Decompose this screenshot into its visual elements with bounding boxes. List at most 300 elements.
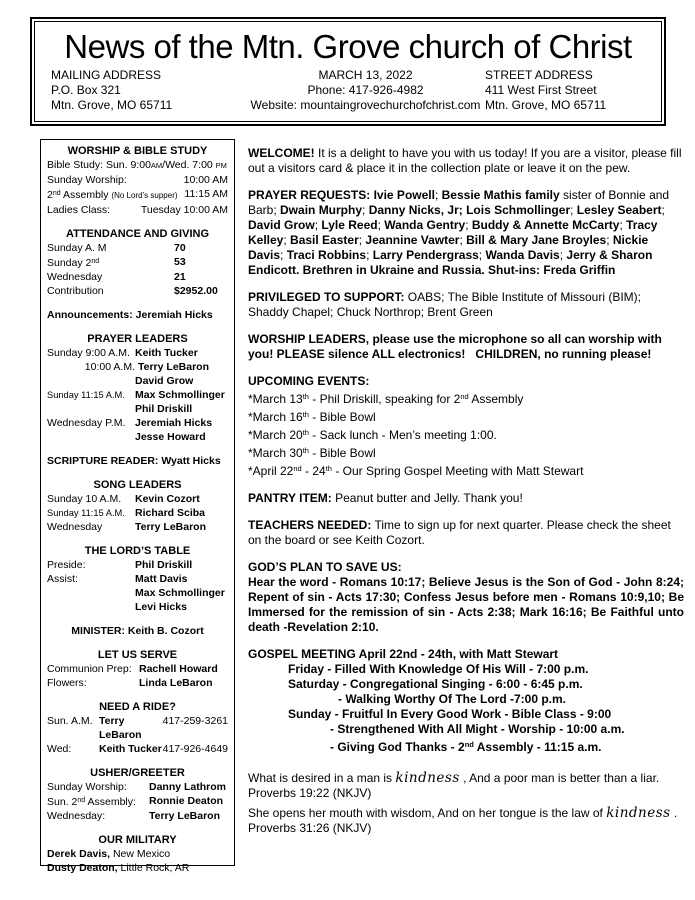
row-value <box>110 203 228 217</box>
text-segment: Lesley Seabert <box>576 203 662 217</box>
text-segment: Max Schmollinger <box>135 587 225 599</box>
text-segment: ; <box>377 218 385 232</box>
worship-bible-study-row <box>47 173 228 187</box>
text-segment: *March 16 <box>248 410 303 424</box>
block-prayer-requests <box>248 188 684 278</box>
row-label <box>47 558 135 572</box>
page-body <box>40 139 684 874</box>
our-military-heading: OUR MILITARY <box>98 834 177 846</box>
section-announcements <box>47 308 228 322</box>
text-segment: nd <box>91 258 100 265</box>
street-address-line1: 411 West First Street <box>485 83 597 97</box>
text-segment: Sunday Worship: <box>47 781 127 793</box>
announcements-row <box>47 308 228 322</box>
text-segment: Bill & Mary Jane Broyles <box>466 233 607 247</box>
text-segment: Announcements: Jeremiah Hicks <box>47 309 213 321</box>
need-a-ride-row <box>47 742 228 756</box>
text-segment: Sunday 11:15 A.M. <box>47 390 125 400</box>
text-segment: 70 <box>174 242 186 254</box>
text-segment: She opens her mouth with wisdom, And on her tongue is the law of <box>248 806 607 820</box>
row-value <box>174 270 228 284</box>
attendance-and-giving-heading: ATTENDANCE AND GIVING <box>66 228 209 240</box>
text-segment: Keith Tucker <box>99 743 162 755</box>
text-segment: Tracy Kelley <box>248 218 658 247</box>
street-address-line2: Mtn. Grove, MO 65711 <box>485 98 607 112</box>
website-url: Website: mountaingrovechurchofchrist.com <box>250 98 481 112</box>
upcoming-events-line <box>248 407 684 425</box>
section-lords-table <box>47 544 228 614</box>
text-segment: ; <box>358 233 366 247</box>
section-our-military <box>47 833 228 875</box>
row-label <box>47 794 149 809</box>
gospel-meeting-line <box>248 707 684 722</box>
text-segment: Dwain Murphy <box>280 203 363 217</box>
text-segment: sister of Bonnie and Barb; <box>248 188 670 217</box>
block-proverbs-31-26 <box>248 806 684 836</box>
row-value <box>139 662 228 676</box>
section-song-leaders <box>47 478 228 534</box>
let-us-serve-row <box>47 662 228 676</box>
text-segment: ; <box>434 188 442 202</box>
text-segment: OABS; The Bible Institute of Missouri (BIM); Shaddy Chapel; Chuck Northrop; Brent Green <box>248 290 641 319</box>
text-segment: ; <box>465 218 472 232</box>
row-label <box>47 173 127 187</box>
text-segment: Little Rock, AR <box>117 862 190 874</box>
text-segment: Derek Davis, <box>47 848 111 860</box>
block-gospel-meeting <box>248 647 684 755</box>
usher-greeter-row <box>47 794 228 809</box>
text-segment: ; <box>661 203 665 217</box>
text-segment: Jerry & Sharon Endicott. <box>248 248 653 277</box>
text-segment: th <box>325 464 332 473</box>
text-segment: Sunday - Fruitful In Every Good Work - Bible Class - 9:00 <box>288 707 612 721</box>
text-segment: Assembly - 11:15 a.m. <box>473 740 602 754</box>
text-segment: PM <box>215 161 227 170</box>
row-label <box>47 572 135 586</box>
text-segment: Richard Sciba <box>135 507 206 519</box>
text-segment: Assembly: <box>85 796 136 808</box>
section-scripture-reader <box>47 454 228 468</box>
proverbs-31-26-line <box>248 821 684 836</box>
text-segment: Kevin Cozort <box>135 493 200 505</box>
row-label <box>47 284 174 298</box>
text-segment: *March 30 <box>248 446 303 460</box>
text-segment: ; <box>362 203 369 217</box>
masthead-inner-border <box>34 21 662 122</box>
text-segment: PRIVILEGED TO SUPPORT: <box>248 290 405 304</box>
text-segment: Peanut butter and Jelly. Thank you! <box>331 491 523 505</box>
street-address-label: STREET ADDRESS <box>485 68 593 82</box>
text-segment: Basil Easter <box>290 233 359 247</box>
text-segment: kindness <box>606 805 671 821</box>
text-segment: WELCOME! <box>248 146 315 160</box>
text-segment: *March 20 <box>248 428 303 442</box>
row-value <box>135 346 228 360</box>
block-welcome <box>248 146 684 176</box>
upcoming-events-line <box>248 374 684 389</box>
text-segment: ; <box>606 233 613 247</box>
row-value <box>149 809 228 823</box>
text-segment: Sunday 11:15 A.M. <box>47 508 125 518</box>
text-segment: Sunday 9:00 A.M. <box>47 347 130 359</box>
text-segment: Phil Driskill <box>135 403 193 415</box>
text-segment: Flowers: <box>47 677 87 689</box>
prayer-leaders-row <box>47 374 228 388</box>
attendance-and-giving-row <box>47 255 228 270</box>
text-segment: Time to sign up for next quarter. Please check the sheet on the board or see Keith Cozort. <box>248 518 671 547</box>
text-segment: 21 <box>174 271 186 283</box>
row-label <box>47 600 135 614</box>
text-segment: Dusty Deaton, <box>47 862 118 874</box>
section-worship-bible-study <box>47 144 228 217</box>
text-segment: Phil Driskill <box>135 559 193 571</box>
text-segment: Terry LeBaron <box>138 361 209 373</box>
row-phone <box>163 742 228 756</box>
row-value <box>135 416 228 430</box>
row-label <box>47 416 135 430</box>
proverbs-31-26-line <box>248 806 684 821</box>
row-value <box>135 600 228 614</box>
lords-table-row <box>47 586 228 600</box>
text-segment: nd <box>464 740 474 749</box>
row-value <box>174 241 228 255</box>
row-label <box>47 374 135 388</box>
section-let-us-serve <box>47 648 228 690</box>
text-segment: 11:15 AM <box>184 188 228 200</box>
text-segment: Terry LeBaron <box>99 715 142 741</box>
prayer-leaders-row <box>47 360 228 374</box>
text-segment: - Phil Driskill, speaking for 2 <box>308 392 461 406</box>
upcoming-events-line <box>248 443 684 461</box>
row-value <box>174 284 228 298</box>
text-segment: Preside: <box>47 559 86 571</box>
text-segment: What is desired in a man is <box>248 771 396 785</box>
text-segment: Jeremiah Hicks <box>135 417 213 429</box>
worship-bible-study-row <box>47 203 228 217</box>
gospel-meeting-line <box>248 662 684 677</box>
mailing-address <box>51 68 246 113</box>
text-segment: 417-926-4649 <box>162 743 228 755</box>
need-a-ride-row <box>47 714 228 742</box>
text-segment: th <box>302 410 309 419</box>
text-segment: Wednesday <box>47 271 103 283</box>
section-prayer-leaders <box>47 332 228 444</box>
text-segment: ; <box>366 248 373 262</box>
row-label <box>47 402 135 416</box>
section-minister <box>47 624 228 638</box>
text-segment: nd <box>77 797 86 804</box>
prayer-leaders-row <box>47 416 228 430</box>
phone-number: Phone: 417-926-4982 <box>307 83 424 97</box>
text-segment: Jeannine Vawter <box>365 233 460 247</box>
lords-table-row <box>47 600 228 614</box>
text-segment: It is a delight to have you with us today! If you are a visitor, please fill out a visitors card & place it in the collection plate or leave it on the pew. <box>248 146 682 175</box>
song-leaders-row <box>47 506 228 520</box>
row-value <box>135 572 228 586</box>
row-value <box>135 520 228 534</box>
section-need-a-ride <box>47 700 228 756</box>
gospel-meeting-line <box>248 722 684 737</box>
row-label <box>47 430 135 444</box>
prayer-leaders-row <box>47 346 228 360</box>
gospel-meeting-line <box>248 737 684 755</box>
issue-date: MARCH 13, 2022 <box>318 68 413 82</box>
text-segment: ; <box>283 233 291 247</box>
info-sidebar <box>40 139 235 874</box>
text-segment: Communion Prep: <box>47 663 132 675</box>
text-segment: Ronnie Deaton <box>149 795 224 807</box>
text-segment: Sunday 10 A.M. <box>47 493 122 505</box>
text-segment: AM <box>150 161 163 170</box>
text-segment: - 24 <box>301 464 326 478</box>
row-label <box>47 780 149 794</box>
text-segment: UPCOMING EVENTS: <box>248 374 370 388</box>
text-segment: - Giving God Thanks - 2 <box>330 740 465 754</box>
lords-table-row <box>47 558 228 572</box>
text-segment: Wednesday P.M. <box>47 417 126 429</box>
text-segment: 10:00 A.M. <box>84 361 135 373</box>
section-usher-greeter <box>47 766 228 823</box>
row-label <box>47 388 135 402</box>
row-value <box>135 402 228 416</box>
prayer-leaders-row <box>47 402 228 416</box>
let-us-serve-heading: LET US SERVE <box>97 649 178 661</box>
text-segment: David Grow <box>248 218 315 232</box>
text-segment: Danny Nicks, Jr; <box>368 203 463 217</box>
worship-bible-study-row <box>47 158 228 173</box>
text-segment: ; <box>459 233 467 247</box>
text-segment: - Bible Bowl <box>308 446 376 460</box>
text-segment: MINISTER: Keith B. Cozort <box>71 625 204 637</box>
row-value <box>149 794 228 809</box>
masthead <box>30 17 666 126</box>
text-segment: Wanda Gentry <box>384 218 466 232</box>
text-segment: Sunday Worship: <box>47 174 127 186</box>
text-segment: Sunday 2 <box>47 257 92 269</box>
text-segment: nd <box>293 464 302 473</box>
row-label <box>47 586 135 600</box>
text-segment: 2 <box>47 189 53 201</box>
text-segment: Assembly <box>468 392 524 406</box>
masthead-columns <box>35 68 661 113</box>
text-segment: - Sack lunch - Men’s meeting 1:00. <box>308 428 497 442</box>
text-segment: Terry LeBaron <box>135 521 206 533</box>
text-segment: Proverbs 31:26 (NKJV) <box>248 821 372 835</box>
block-worship-leaders-note <box>248 332 684 362</box>
text-segment: ; <box>314 218 322 232</box>
let-us-serve-row <box>47 676 228 690</box>
row-label <box>47 662 139 676</box>
text-segment: ; <box>619 218 627 232</box>
row-label <box>47 742 99 756</box>
row-label <box>47 676 139 690</box>
text-segment: 10:00 AM <box>183 174 228 186</box>
text-segment: Sun. A.M. <box>47 715 93 727</box>
text-segment: , And a poor man is better than a liar. <box>459 771 660 785</box>
text-segment: Friday - Filled With Knowledge Of His Will - 7:00 p.m. <box>288 662 589 676</box>
row-label <box>47 714 99 742</box>
row-phone <box>163 714 228 742</box>
text-segment: Bible Study: Sun. 9:00 <box>47 159 151 171</box>
text-segment: Contribution <box>47 285 104 297</box>
text-segment: ; <box>280 248 287 262</box>
text-segment: Wanda Davis <box>485 248 560 262</box>
text-segment: Assembly <box>60 189 112 201</box>
text-segment: 417-259-3261 <box>162 715 228 727</box>
mailing-address-line1: P.O. Box 321 <box>51 83 121 97</box>
text-segment: PRAYER REQUESTS: Ivie Powell <box>248 188 435 202</box>
song-leaders-row <box>47 520 228 534</box>
text-segment: Wednesday: <box>47 810 106 822</box>
text-segment: - Bible Bowl <box>308 410 376 424</box>
block-gods-plan-heading <box>248 560 684 575</box>
text-segment: Assist: <box>47 573 78 585</box>
usher-greeter-row <box>47 809 228 823</box>
text-segment: GOD’S PLAN TO SAVE US: <box>248 560 402 574</box>
text-segment: Sun. 2 <box>47 796 78 808</box>
text-segment: /Wed. 7:00 <box>162 159 216 171</box>
row-value <box>135 388 228 402</box>
row-value <box>139 676 228 690</box>
text-segment: Sunday A. M <box>47 242 107 254</box>
row-value <box>135 374 228 388</box>
usher-greeter-row <box>47 780 228 794</box>
text-segment: Levi Hicks <box>135 601 187 613</box>
row-value <box>135 430 228 444</box>
text-segment: Terry LeBaron <box>149 810 220 822</box>
row-label <box>47 241 174 255</box>
text-segment: ; <box>559 248 567 262</box>
text-segment: Tuesday 10:00 AM <box>140 204 228 216</box>
row-label <box>47 203 110 217</box>
text-segment: PANTRY ITEM: <box>248 491 332 505</box>
text-segment: 53 <box>174 256 186 268</box>
block-pantry-item <box>248 491 684 506</box>
row-label <box>47 809 149 823</box>
row-label <box>47 270 174 284</box>
minister-row <box>47 624 228 638</box>
row-label <box>47 255 174 270</box>
song-leaders-heading: SONG LEADERS <box>93 479 182 491</box>
text-segment: SCRIPTURE READER: Wyatt Hicks <box>47 455 221 467</box>
text-segment: Wednesday <box>47 521 103 533</box>
row-label <box>47 187 178 203</box>
attendance-and-giving-row <box>47 270 228 284</box>
upcoming-events-line <box>248 389 684 407</box>
text-segment: nd <box>52 190 61 197</box>
row-value <box>178 187 228 203</box>
gospel-meeting-line <box>248 647 684 662</box>
text-segment: . <box>670 806 678 820</box>
proverbs-19-22-line <box>248 771 684 786</box>
worship-bible-study-row <box>47 187 228 203</box>
row-label <box>47 346 135 360</box>
text-segment: Ladies Class: <box>47 204 111 216</box>
text-segment: Wed: <box>47 743 72 755</box>
text-segment: *April 22 <box>248 464 294 478</box>
row-value <box>135 492 228 506</box>
row-value <box>135 558 228 572</box>
prayer-leaders-row <box>47 388 228 402</box>
block-upcoming-events <box>248 374 684 479</box>
text-segment: WORSHIP LEADERS, please use the microphone so all can worship with you! PLEASE silence ALL electronics! CHILDREN, no running please! <box>248 332 662 361</box>
row-value <box>138 360 228 374</box>
our-military-row <box>47 861 228 875</box>
text-segment: - Walking Worthy Of The Lord -7:00 p.m. <box>338 692 567 706</box>
text-segment: Larry Pendergrass <box>372 248 479 262</box>
lords-table-heading: THE LORD’S TABLE <box>84 545 191 557</box>
prayer-leaders-row <box>47 430 228 444</box>
row-value <box>99 742 163 756</box>
text-segment: Hear the word - Romans 10:17; Believe Jesus is the Son of God - John 8:24; Repent of sin - Acts 17:30; Confess Jesus before men - Romans 10:9,10; Be Immersed for the remission of sin - Acts 2:38; Mark 16:16; Be Faithful unto death -Revelation 2:10. <box>248 575 684 634</box>
text-segment: Rachell Howard <box>139 663 218 675</box>
text-segment: *March 13 <box>248 392 303 406</box>
row-label <box>47 492 135 506</box>
row-value <box>135 586 228 600</box>
lords-table-row <box>47 572 228 586</box>
text-segment: Buddy & Annette McCarty <box>471 218 620 232</box>
bulletin-title: News of the Mtn. Grove church of Christ <box>64 28 632 65</box>
text-segment: Bessie Mathis family <box>441 188 560 202</box>
text-segment: nd <box>460 392 469 401</box>
text-segment: Lyle Reed <box>321 218 378 232</box>
scripture-reader-row <box>47 454 228 468</box>
worship-bible-study-heading: WORSHIP & BIBLE STUDY <box>67 145 208 157</box>
street-address <box>485 68 645 113</box>
block-teachers-needed <box>248 518 684 548</box>
text-segment: Traci Robbins <box>286 248 367 262</box>
row-label <box>47 360 138 374</box>
our-military-row <box>47 847 228 861</box>
row-value <box>99 714 163 742</box>
upcoming-events-line <box>248 461 684 479</box>
text-segment: Matt Davis <box>135 573 188 585</box>
section-attendance-and-giving <box>47 227 228 298</box>
text-segment: - Our Spring Gospel Meeting with Matt Stewart <box>331 464 584 478</box>
text-segment: th <box>302 392 309 401</box>
row-value <box>127 173 228 187</box>
text-segment: th <box>302 446 309 455</box>
row-value <box>149 780 228 794</box>
text-segment: Proverbs 19:22 (NKJV) <box>248 786 372 800</box>
block-privileged-to-support <box>248 290 684 320</box>
mailing-address-line2: Mtn. Grove, MO 65711 <box>51 98 173 112</box>
text-segment: Linda LeBaron <box>139 677 213 689</box>
text-segment: TEACHERS NEEDED: <box>248 518 372 532</box>
text-segment: Nickie Davis <box>248 233 649 262</box>
text-segment: (No Lord’s supper) <box>111 191 178 200</box>
proverbs-19-22-line <box>248 786 684 801</box>
prayer-leaders-heading: PRAYER LEADERS <box>87 333 188 345</box>
need-a-ride-heading: NEED A RIDE? <box>99 701 176 713</box>
text-segment: Brethren in Ukraine and Russia. Shut-ins: Freda Griffin <box>302 263 616 277</box>
text-segment: ; <box>570 203 577 217</box>
row-value <box>135 506 228 520</box>
mailing-address-label: MAILING ADDRESS <box>51 68 162 82</box>
text-segment: Danny Lathrom <box>149 781 227 793</box>
upcoming-events-line <box>248 425 684 443</box>
attendance-and-giving-row <box>47 241 228 255</box>
block-gods-plan-body <box>248 575 684 635</box>
row-label <box>47 506 135 520</box>
text-segment: - Strengthened With All Might - Worship - 10:00 a.m. <box>330 722 625 736</box>
text-segment: th <box>302 428 309 437</box>
text-segment: ; <box>478 248 486 262</box>
text-segment: GOSPEL MEETING April 22nd - 24th, with Matt Stewart <box>248 647 559 661</box>
song-leaders-row <box>47 492 228 506</box>
attendance-and-giving-row <box>47 284 228 298</box>
text-segment: New Mexico <box>110 848 171 860</box>
